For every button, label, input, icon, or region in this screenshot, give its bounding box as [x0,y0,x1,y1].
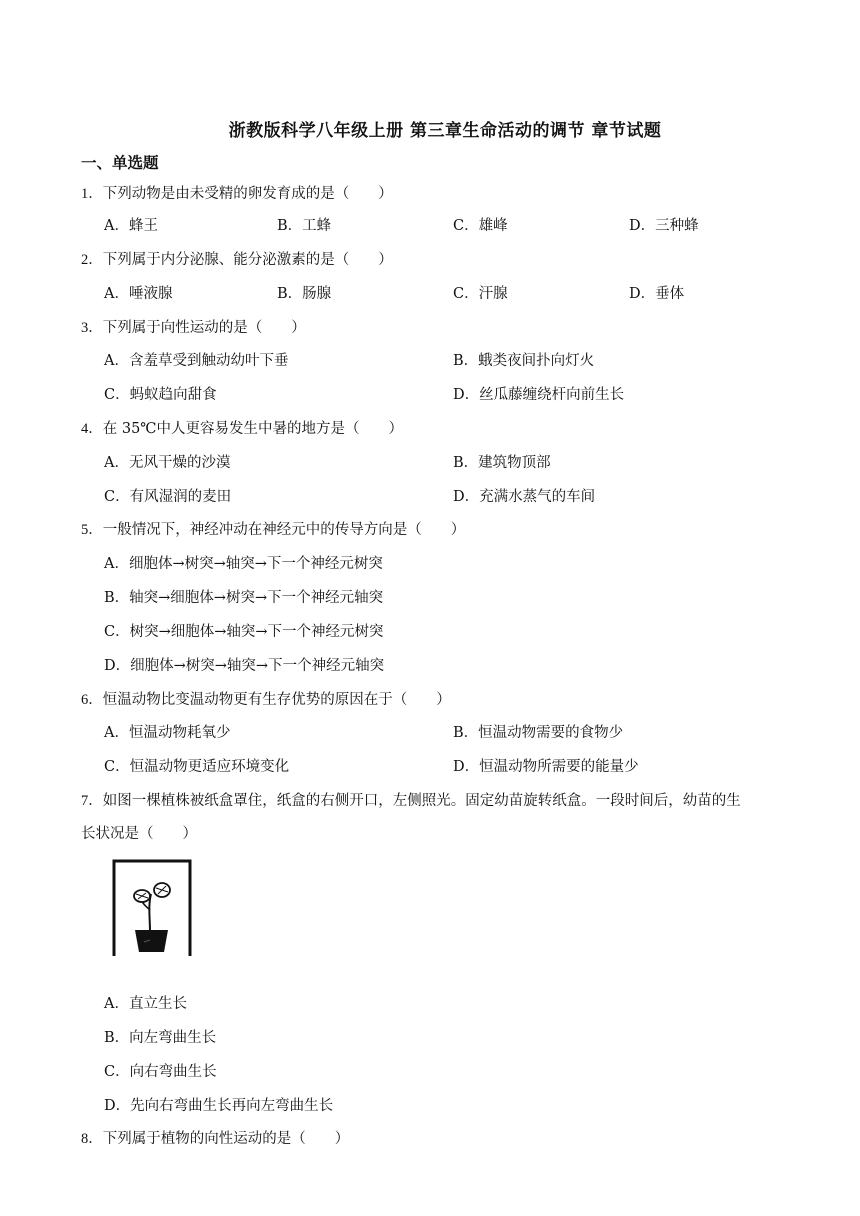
page-title: 浙教版科学八年级上册 第三章生命活动的调节 章节试题 [228,121,662,141]
option-4a: A．无风干燥的沙漠 [104,455,231,471]
option-4b: B．建筑物顶部 [453,455,551,471]
question-stem: 下列动物是由未受精的卵发育成的是（ ） [102,186,393,202]
option-4c: C．有风湿润的麦田 [104,489,232,505]
option-6c: C．恒温动物更适应环境变化 [104,759,290,775]
option-2a: A．唾液腺 [104,286,173,302]
question-number: 5． [81,522,103,538]
question-stem: 下列属于向性运动的是（ ） [102,320,306,336]
option-3d: D．丝瓜藤缠绕杆向前生长 [453,387,625,403]
option-1c: C．雄峰 [453,218,508,234]
question-8 [81,1127,349,1148]
option-5c: C．树突→细胞体→轴突→下一个神经元树突 [104,624,384,640]
option-4d: D．充满水蒸气的车间 [453,489,596,505]
option-7a: A．直立生长 [104,996,187,1012]
question-1 [81,182,393,203]
question-number: 1． [81,186,103,202]
question-7 [81,789,741,810]
question-number: 8． [81,1131,103,1147]
option-6a: A．恒温动物耗氧少 [104,725,231,741]
option-2d: D．垂体 [629,286,685,302]
plant-in-box-figure [110,858,192,958]
option-5b: B．轴突→细胞体→树突→下一个神经元轴突 [104,590,384,606]
option-1b: B．工蜂 [277,218,332,234]
question-6 [81,688,451,709]
option-3b: B．蛾类夜间扑向灯火 [453,353,595,369]
question-stem: 恒温动物比变温动物更有生存优势的原因在于（ ） [102,692,451,708]
option-5a: A．细胞体→树突→轴突→下一个神经元树突 [104,556,383,572]
option-7b: B．向左弯曲生长 [104,1030,217,1046]
section-heading: 一、单选题 [81,154,159,172]
option-2c: C．汗腺 [453,286,508,302]
question-7-line2: 长状况是（ ） [81,826,197,842]
question-number: 2． [81,252,103,268]
option-1a: A．蜂王 [104,218,158,234]
question-2 [81,248,393,269]
option-2b: B．肠腺 [277,286,332,302]
option-7c: C．向右弯曲生长 [104,1064,217,1080]
option-6b: B．恒温动物需要的食物少 [453,725,624,741]
option-3c: C．蚂蚁趋向甜食 [104,387,217,403]
option-1d: D．三种蜂 [629,218,699,234]
option-3a: A．含羞草受到触动幼叶下垂 [104,353,289,369]
option-7d: D．先向右弯曲生长再向左弯曲生长 [104,1098,334,1114]
question-stem: 下列属于内分泌腺、能分泌激素的是（ ） [102,252,393,268]
question-number: 4． [81,421,103,437]
option-6d: D．恒温动物所需要的能量少 [453,759,639,775]
question-stem: 一般情况下，神经冲动在神经元中的传导方向是（ ） [102,522,466,538]
question-number: 7． [81,793,103,809]
question-stem: 下列属于植物的向性运动的是（ ） [102,1131,350,1147]
question-number: 3． [81,320,103,336]
option-5d: D．细胞体→树突→轴突→下一个神经元轴突 [104,658,385,674]
question-stem-line1: 如图一棵植株被纸盒罩住，纸盒的右侧开口，左侧照光。固定幼苗旋转纸盒。一段时间后，幼苗的生 [102,793,741,809]
question-stem: 在 35℃中人更容易发生中暑的地方是（ ） [102,421,404,437]
question-5 [81,518,465,539]
question-3 [81,316,306,337]
question-4 [81,417,403,438]
question-number: 6． [81,692,103,708]
